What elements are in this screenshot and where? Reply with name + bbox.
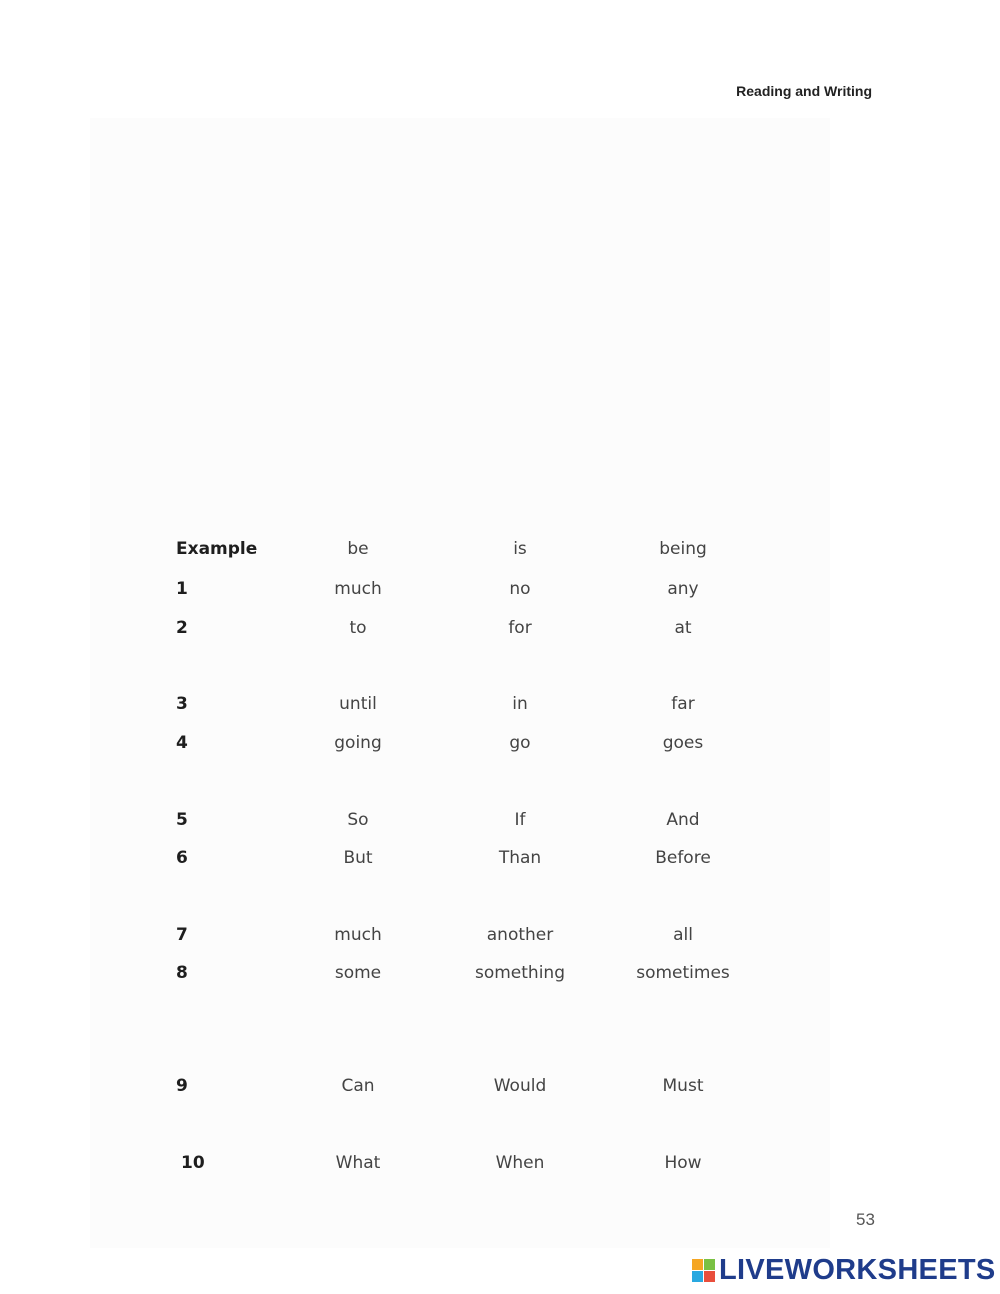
option-a[interactable]: What	[335, 1153, 381, 1173]
option-c[interactable]: Before	[655, 848, 711, 868]
option-c[interactable]: all	[673, 925, 693, 945]
option-a[interactable]: much	[334, 579, 382, 599]
option-c[interactable]: How	[664, 1153, 702, 1173]
option-b[interactable]: something	[474, 963, 565, 983]
question-label: 5	[176, 810, 188, 830]
question-label: 1	[176, 579, 188, 599]
question-row-4	[0, 733, 1000, 763]
logo-tile	[704, 1271, 715, 1282]
option-a[interactable]: much	[334, 925, 382, 945]
option-c[interactable]: any	[667, 579, 699, 599]
question-label: 9	[176, 1076, 188, 1096]
option-c[interactable]: And	[666, 810, 700, 830]
option-c[interactable]: at	[674, 618, 692, 638]
option-b[interactable]: Than	[498, 848, 542, 868]
question-row-10	[0, 1153, 1000, 1183]
option-a[interactable]: until	[339, 694, 377, 714]
option-a[interactable]: some	[334, 963, 382, 983]
option-a[interactable]: So	[347, 810, 369, 830]
option-b[interactable]: another	[486, 925, 554, 945]
logo-tile	[692, 1259, 703, 1270]
question-row-3	[0, 694, 1000, 724]
liveworksheets-brand[interactable]	[692, 1253, 996, 1287]
option-b[interactable]: is	[513, 539, 527, 559]
option-c[interactable]: Must	[662, 1076, 704, 1096]
option-b[interactable]: Would	[493, 1076, 547, 1096]
question-label: 10	[181, 1153, 205, 1173]
question-row-2	[0, 618, 1000, 648]
logo-tile	[692, 1271, 703, 1282]
option-a[interactable]: Can	[341, 1076, 375, 1096]
question-row-5	[0, 810, 1000, 840]
option-a[interactable]: But	[343, 848, 373, 868]
question-row-9	[0, 1076, 1000, 1106]
brand-wordmark: LIVEWORKSHEETS	[719, 1253, 996, 1286]
option-a[interactable]: to	[349, 618, 367, 638]
option-a[interactable]: going	[334, 733, 382, 753]
question-row-7	[0, 925, 1000, 955]
question-label: 8	[176, 963, 188, 983]
option-c[interactable]: goes	[662, 733, 704, 753]
option-a[interactable]: be	[347, 539, 369, 559]
option-c[interactable]: far	[671, 694, 695, 714]
option-c[interactable]: sometimes	[636, 963, 730, 983]
question-row-1	[0, 579, 1000, 609]
question-label: 3	[176, 694, 188, 714]
option-b[interactable]: for	[508, 618, 532, 638]
question-label: 2	[176, 618, 188, 638]
section-title: Reading and Writing	[736, 83, 872, 99]
question-label: 7	[176, 925, 188, 945]
question-label: Example	[176, 539, 258, 559]
option-c[interactable]: being	[659, 539, 707, 559]
question-row-8	[0, 963, 1000, 993]
option-b[interactable]: no	[509, 579, 531, 599]
question-row-6	[0, 848, 1000, 878]
option-b[interactable]: go	[509, 733, 531, 753]
question-row-example	[0, 539, 1000, 569]
question-label: 4	[176, 733, 188, 753]
logo-tile	[704, 1259, 715, 1270]
option-b[interactable]: in	[512, 694, 528, 714]
option-b[interactable]: If	[514, 810, 526, 830]
liveworksheets-logo-icon	[692, 1259, 715, 1282]
page-number: 53	[856, 1210, 875, 1229]
question-label: 6	[176, 848, 188, 868]
option-b[interactable]: When	[495, 1153, 545, 1173]
